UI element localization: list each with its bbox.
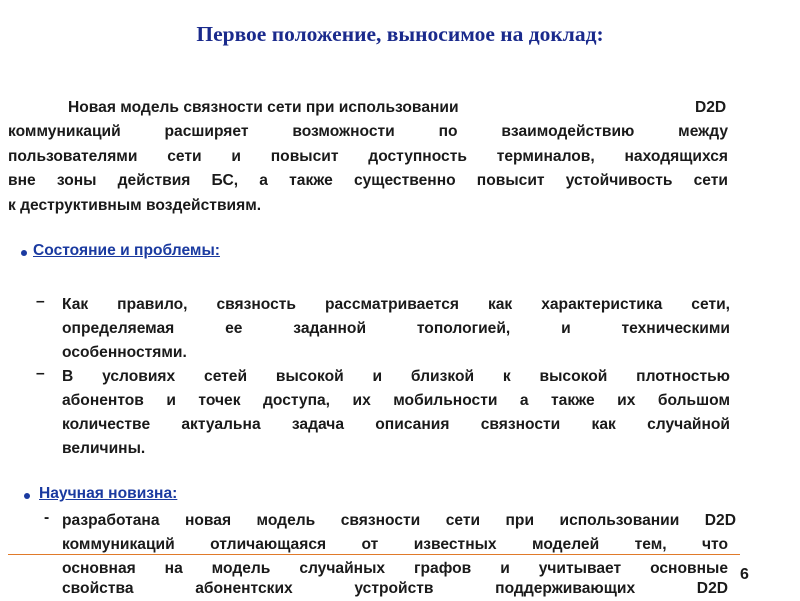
page-number: 6 [740, 566, 749, 583]
section-heading-novelty: Научная новизна: [39, 485, 178, 502]
bullet-dot-2 [24, 493, 30, 499]
s1-item1-line-1: Как правило, связность рассматривается как характеристика сети, [62, 296, 730, 313]
dash-marker-1: – [36, 293, 45, 310]
intro-line-4: вне зоны действия БС, а также существенно повысит устойчивость сети [8, 172, 728, 189]
s2-item1-line-2: коммуникаций отличающаяся от известных моделей тем, что [62, 536, 728, 553]
bullet-dot-1 [21, 250, 27, 256]
dash-marker-2: – [36, 365, 45, 382]
footer-divider [8, 554, 740, 555]
s1-item1-line-2: определяемая ее заданной топологией, и техническими [62, 320, 730, 337]
intro-line-5: к деструктивным воздействиям. [8, 197, 262, 214]
s1-item2-line-2: абонентов и точек доступа, их мобильности а также их большом [62, 392, 730, 409]
s2-item1-line-3: основная на модель случайных графов и учитывает основные [62, 560, 728, 577]
s1-item2-line-1: В условиях сетей высокой и близкой к высокой плотностью [62, 368, 730, 385]
intro-line-1-text: Новая модель связности сети при использовании [68, 99, 459, 116]
s1-item1-line-3: особенностями. [62, 344, 187, 361]
s1-item2-line-4: величины. [62, 440, 146, 457]
intro-line-1-tail: D2D [695, 99, 727, 116]
slide-title: Первое положение, выносимое на доклад: [196, 22, 604, 46]
section-heading-status: Состояние и проблемы: [33, 242, 220, 259]
s2-item1-line-1: разработана новая модель связности сети при использовании D2D [62, 512, 736, 529]
s2-item1-line-4: свойства абонентских устройств поддерживающих D2D [62, 580, 728, 597]
intro-line-2: коммуникаций расширяет возможности по взаимодействию между [8, 123, 728, 140]
s1-item2-line-3: количестве актуальна задача описания связности как случайной [62, 416, 730, 433]
intro-line-3: пользователями сети и повысит доступность терминалов, находящихся [8, 148, 728, 165]
hyphen-marker-1: - [44, 509, 50, 526]
intro-line-1 [68, 96, 459, 120]
